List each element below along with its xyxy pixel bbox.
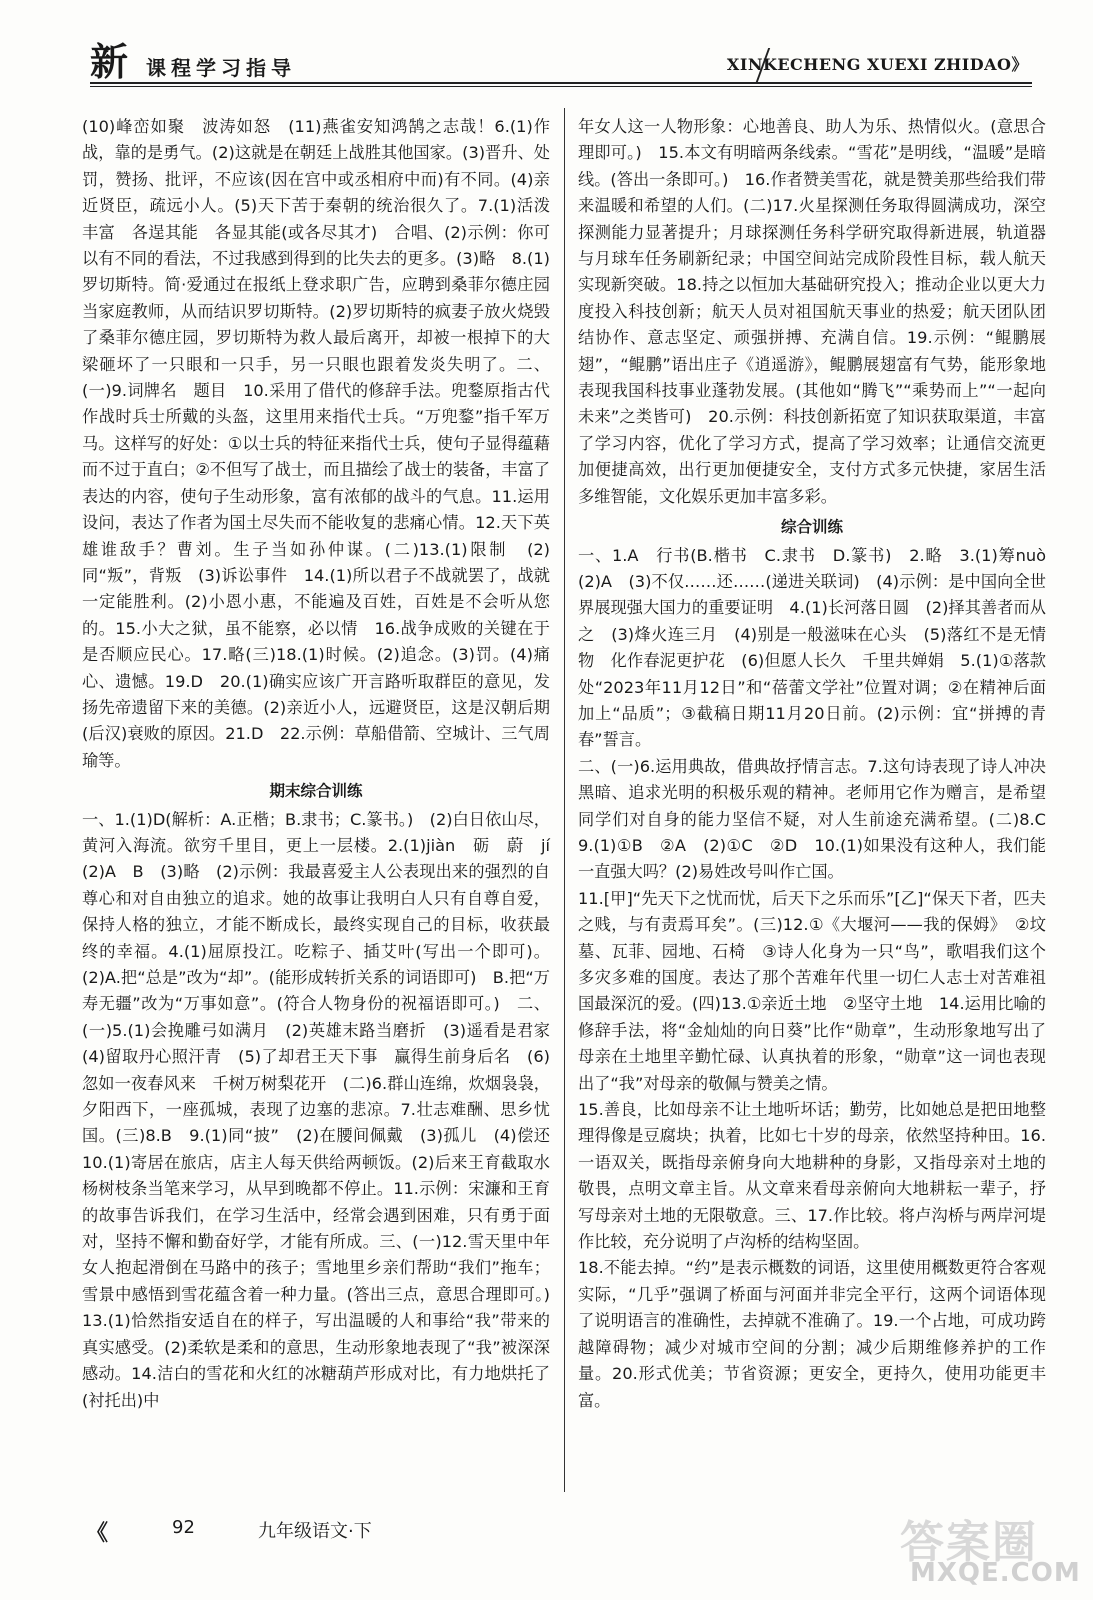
answer-paragraph: 一、1.(1)D(解析：A.正楷；B.隶书；C.篆书。) (2)白日依山尽，黄河入海流。欲穷千里目，更上一层楼。2.(1)jiàn 砺 蔚 jí (2)A B (3)略 (2)示例：我最喜爱主人公表现出来的强烈的自尊心和对自由独立的追求。她的故事让我明白人只有自尊自爱，保持人格的独立，才能不断成长，最终实现自己的目标，收获最终的幸福。4.(1)屈原投江。吃粽子、插艾叶(写出一个即可)。(2)A.把“总是”改为“却”。(能形成转折关系的词语即可) B.把“万寿无疆”改为“万事如意”。(符合人物身份的祝福语即可。) 二、(一)5.(1)会挽雕弓如满月 (2)英雄末路当磨折 (3)遥看是君家 (4)留取丹心照汗青 (5)了却君王天下事 赢得生前身后名 (6)忽如一夜春风来 千树万树梨花开 (二)6.群山连绵，炊烟袅袅，夕阳西下，一座孤城，表现了边塞的悲凉。7.壮志难酬、思乡忧国。(三)8.B 9.(1)同“披” (2)在腰间佩戴 (3)孤儿 (4)偿还 10.(1)寄居在旅店，店主人每天供给两顿饭。(2)后来王育截取水杨树枝条当笔来学习，从早到晚都不停止。11.示例：宋濂和王育的故事告诉我们，在学习生活中，经常会遇到困难，只有勇于面对，坚持不懈和勤奋好学，才能有所成。三、(一)12.雪天里中年女人抱起滑倒在马路中的孩子；雪地里乡亲们帮助“我们”拖车；雪景中感悟到雪花蕴含着一种力量。(答出三点，意思合理即可。) 13.(1)恰然指安适自在的样子，写出温暖的人和事给“我”带来的真实感受。(2)柔软是柔和的意思，生动形象地表现了“我”被深深感动。14.洁白的雪花和火红的冰糖葫芦形成对比，有力地烘托了(衬托出)中 [82, 809, 567, 1410]
brand-pinyin: XINKECHENG XUEXI ZHIDAO》 [726, 55, 1028, 74]
answer-paragraph: 11.[甲]“先天下之忧而忧，后天下之乐而乐”[乙]“保天下者，匹夫之贱，与有责焉耳矣”。(三)12.①《大堰河——我的保姆》 ②坟墓、瓦菲、园地、石椅 ③诗人化身为一只“鸟”，歌唱我们这个多灾多难的国度。表达了那个苦难年代里一切仁人志士对苦难祖国最深沉的爱。(四)13.①亲近土地 ②坚守土地 14.运用比喻的修辞手法，将“金灿灿的向日葵”比作“勋章”，生动形象地写出了母亲在土地里辛勤忙碌、认真执着的形象，“勋章”这一词也表现出了“我”对母亲的敬佩与赞美之情。 [578, 888, 1046, 1093]
section-title: 综合训练 [780, 518, 843, 537]
answer-paragraph: 一、1.A 行书(B.楷书 C.隶书 D.篆书) 2.略 3.(1)筹nuò (2)A (3)不仅……还……(递进关联词) (4)示例：是中国向全世界展现强大国力的重要证明 4.(1)长河落日圆 (2)择其善者而从之 (3)烽火连三月 (4)别是一般滋味在心头 (5)落红不是无情物 化作春泥更护花 (6)但愿人长久 千里共婵娟 5.(1)①落款处“2023年11月12日”和“蓓蕾文学社”位置对调；②在精神后面加上“品质”；③截稿日期11月20日前。(2)示例：宜“拼搏的青春”誓言。 [578, 545, 1063, 750]
brand-logo-char: 新 [90, 39, 127, 84]
header-rule [90, 82, 1032, 84]
left-column [82, 114, 567, 1414]
watermark-text-en: MXQE.COM [910, 1558, 1081, 1588]
right-column [578, 114, 1063, 1414]
answer-paragraph: 18.不能去掉。“约”是表示概数的词语，这里使用概数更符合客观实际，“几乎”强调了桥面与河面并非完全平行，这两个词语体现了说明语言的准确性，去掉就不准确了。19.一个占地，可成功跨越障碍物；减少对城市空间的分割；减少后期维修养护的工作量。20.形式优美；节省资源；更安全，更持久，使用功能更丰富。 [578, 1258, 1046, 1410]
brand-title: 课程学习指导 [146, 56, 296, 80]
watermark-logo [888, 1500, 1081, 1590]
answer-paragraph: 15.善良，比如母亲不让土地听坏话；勤劳，比如她总是把田地整理得像是豆腐块；执着，比如七十岁的母亲，依然坚持种田。16.一语双关，既指母亲俯身向大地耕种的身影，又指母亲对土地的敬畏，点明文章主旨。从文章来看母亲俯向大地耕耘一辈子，抒写母亲对土地的无限敬意。三、17.作比较。将卢沟桥与两岸河堤作比较，充分说明了卢沟桥的结构坚固。 [578, 1100, 1046, 1252]
header-rule-thin [90, 86, 1032, 87]
answer-paragraph: 二、(一)6.运用典故，借典故抒情言志。7.这句诗表现了诗人冲决黑暗、追求光明的积极乐观的精神。老师用它作为赠言，是希望同学们对自身的能力坚信不疑，对人生前途充满希望。(二)8.C 9.(1)①B ②A (2)①C ②D 10.(1)如果没有这种人，我们能一直强大吗？(2)易姓改号叫作亡国。 [578, 756, 1063, 882]
column-divider [564, 108, 565, 1492]
grade-label: 九年级语文·下 [258, 1521, 372, 1542]
page-header [82, 40, 1032, 86]
double-chevron-left-icon: 《 [86, 1521, 109, 1546]
section-title: 期末综合训练 [269, 782, 363, 801]
answer-paragraph: (10)峰峦如聚 波涛如怒 (11)燕雀安知鸿鹄之志哉！6.(1)作战，靠的是勇气。(2)这就是在朝廷上战胜其他国家。(3)晋升、处罚，赞扬、批评，不应该(因在宫中或丞相府中而)有不同。(4)亲近贤臣，疏远小人。(5)天下苦于秦朝的统治很久了。7.(1)活泼 丰富 各逞其能 各显其能(或各尽其才) 合唱、(2)示例：你可以有不同的看法，不过我感到得到的比失去的更多。(3)略 8.(1)罗切斯特。简·爱通过在报纸上登求职广告，应聘到桑菲尔德庄园当家庭教师，从而结识罗切斯特。(2)罗切斯特的疯妻子放火烧毁了桑菲尔德庄园，罗切斯特为救人最后离开，却被一根掉下的大梁砸坏了一只眼和一只手，另一只眼也跟着发炎失明了。二、(一)9.词牌名 题目 10.采用了借代的修辞手法。兜鍪原指古代作战时兵士所戴的头盔，这里用来指代士兵。“万兜鍪”指千军万马。这样写的好处：①以士兵的特征来指代士兵，使句子显得蕴藉而不过于直白；②不但写了战士，而且描绘了战士的装备，丰富了表达的内容，使句子生动形象，富有浓郁的战斗的气息。11.运用设问，表达了作者为国土尽失而不能收复的悲痛心情。12.天下英雄谁敌手？曹刘。生子当如孙仲谋。(二)13.(1)限制 (2)同“叛”，背叛 (3)诉讼事件 14.(1)所以君子不战就罢了，战就一定能胜利。(2)小恩小惠，不能遍及百姓，百姓是不会听从您的。15.小大之狱，虽不能察，必以情 16.战争成败的关键在于是否顺应民心。17.略(三)18.(1)时候。(2)追念。(3)罚。(4)痛心、遗憾。19.D 20.(1)确实应该广开言路听取群臣的意见，发扬先帝遗留下来的美德。(2)亲近小人，远避贤臣，这是汉朝后期(后汉)衰败的原因。21.D 22.示例：草船借箭、空城计、三气周瑜等。 [82, 117, 567, 770]
page-number: 92 [172, 1517, 195, 1538]
answer-paragraph: 年女人这一人物形象：心地善良、助人为乐、热情似火。(意思合理即可。) 15.本文有明暗两条线索。“雪花”是明线，“温暖”是暗线。(答出一条即可。) 16.作者赞美雪花，就是赞美那些给我们带来温暖和希望的人们。(二)17.火星探测任务取得圆满成功，深空探测能力显著提升；月球探测任务科学研究取得新进展，轨道器与月球车任务刷新纪录；中国空间站完成阶段性目标，载人航天实现新突破。18.持之以恒加大基础研究投入；推动企业以更大力度投入科技创新；航天人员对祖国航天事业的热爱；航天团队团结协作、意志坚定、顽强拼搏、充满自信。19.示例：“鲲鹏展翅”，“鲲鹏”语出庄子《逍遥游》，鲲鹏展翅富有气势，能形象地表现我国科技事业蓬勃发展。(其他如“腾飞”“乘势而上”“一起向未来”之类皆可) 20.示例：科技创新拓宽了知识获取渠道，丰富了学习内容，优化了学习方式，提高了学习效率；让通信交流更加便捷高效，出行更加便捷安全，支付方式多元快捷，家居生活多维智能，文化娱乐更加丰富多彩。 [578, 117, 1046, 506]
watermark-text-cn: 答案圈 [900, 1517, 1038, 1568]
